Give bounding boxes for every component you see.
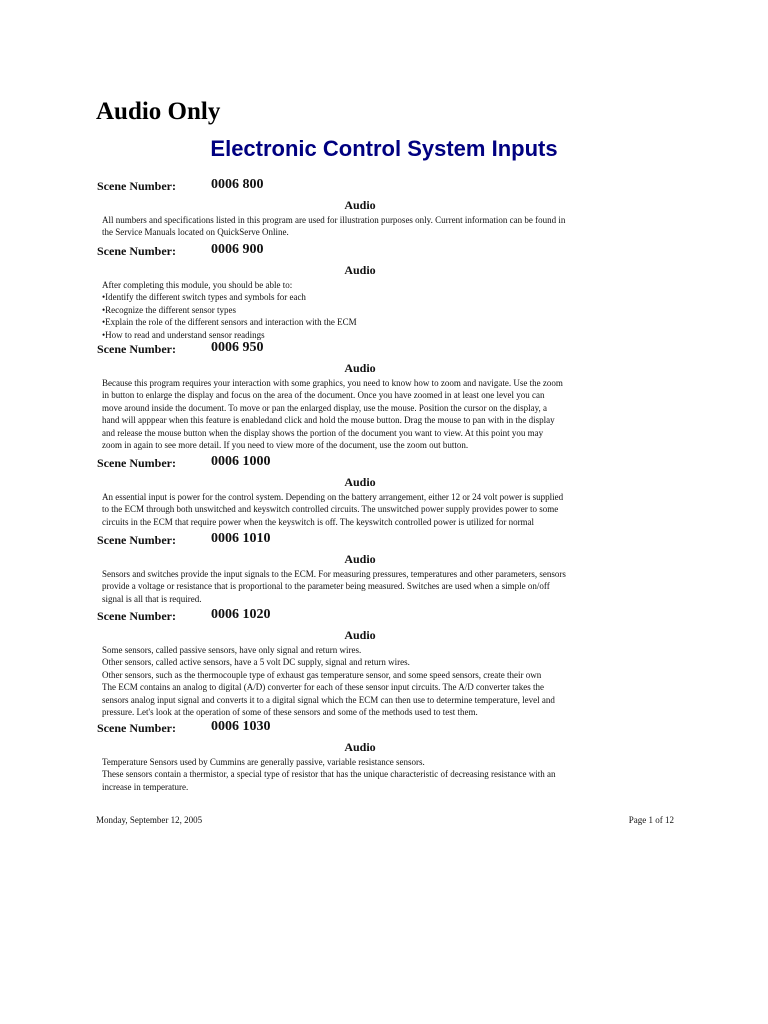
audio-paragraph: Some sensors, called passive sensors, have only signal and return wires. [102, 645, 362, 655]
scene-block [96, 454, 624, 528]
audio-paragraph: Sensors and switches provide the input signals to the ECM. For measuring pressures, temperatures and other parameters, sensors provide a voltage or resistance that is proportional to the parameter being measured. Switches are used when a simple on/off signal is all that is required. [102, 569, 566, 604]
scene-number-value: 0006 800 [211, 177, 264, 192]
scene-header [96, 719, 624, 737]
audio-heading: Audio [344, 263, 376, 277]
list-item: • Identify the different switch types and symbols for each [102, 291, 624, 303]
audio-paragraph: These sensors contain a thermistor, a special type of resistor that has the unique characteristic of decreasing resistance with an increase in temperature. [102, 769, 556, 792]
scene-number-label: Scene Number: [97, 456, 176, 470]
page-number: Page 1 of 12 [628, 815, 674, 825]
scene-number-value: 0006 1000 [211, 454, 271, 469]
list-item: • Explain the role of the different sensors and interaction with the ECM [102, 316, 624, 328]
scene-block [96, 242, 624, 341]
scene-block [96, 177, 624, 239]
scene-number-value: 0006 1030 [211, 719, 271, 734]
scene-number-value: 0006 900 [211, 242, 264, 257]
scene-number-label: Scene Number: [97, 244, 176, 258]
audio-text [96, 377, 624, 451]
audio-paragraph: Other sensors, called active sensors, have a 5 volt DC supply, signal and return wires. [102, 657, 410, 668]
scene-number-label: Scene Number: [97, 533, 176, 547]
scene-number-label: Scene Number: [97, 342, 176, 356]
scene-number-label: Scene Number: [97, 179, 176, 193]
page-subtitle: Electronic Control System Inputs [210, 136, 558, 161]
audio-paragraph: All numbers and specifications listed in this program are used for illustration purposes only. Current information can be found in the Service Manuals located on QuickServe Online. [102, 215, 566, 238]
list-item: • Recognize the different sensor types [102, 304, 624, 316]
audio-paragraph: The ECM contains an analog to digital (A/D) converter for each of these sensor input circuits. The A/D converter takes the sensors analog input signal and converts it to a digital signal which the ECM can then use to determine temperature, level and pressure. Let's look at the operation of some of these sensors and some of the methods used to test them. [102, 682, 555, 718]
list-item: • How to read and understand sensor readings [102, 329, 624, 341]
footer-date: Monday, September 12, 2005 [96, 815, 203, 825]
scene-block [96, 607, 624, 718]
audio-heading: Audio [344, 198, 376, 212]
page-title: Audio Only [96, 98, 221, 125]
audio-text [96, 568, 624, 605]
scene-header [96, 454, 624, 472]
scene-block [96, 531, 624, 605]
audio-text [96, 214, 624, 239]
audio-intro: After completing this module, you should be able to: [102, 280, 293, 290]
audio-paragraph: An essential input is power for the control system. Depending on the battery arrangement, either 12 or 24 volt power is supplied to the ECM through both unswitched and keyswitch controlled circuits. The unswitched power supply provides power to some circuits in the ECM that require power when the keyswitch is off. The keyswitch controlled power is utilized for normal [102, 492, 564, 527]
scene-number-label: Scene Number: [97, 721, 176, 735]
audio-heading: Audio [344, 361, 376, 375]
audio-text [96, 279, 624, 341]
audio-heading: Audio [344, 475, 376, 489]
audio-heading: Audio [344, 740, 376, 754]
audio-paragraph: Because this program requires your interaction with some graphics, you need to know how to zoom and navigate. Use the zoom in button to enlarge the display and focus on the area of the document. Once you have zoomed in at least one level you can move around inside the document. To move or pan the enlarged display, use the mouse. Position the cursor on the display, a hand will apppear when this feature is enabledand click and hold the mouse button. Drag the mouse to pan with in the display and release the mouse button when the display shows the portion of the document you want to view. At this point you may zoom in again to see more detail. If you need to view more of the document, use the zoom out button. [102, 378, 563, 451]
scene-number-value: 0006 1020 [211, 607, 271, 622]
scene-number-value: 0006 1010 [211, 531, 271, 546]
scene-header [96, 531, 624, 549]
audio-text [96, 756, 624, 793]
scene-block [96, 719, 624, 793]
audio-text [96, 644, 624, 718]
scene-number-label: Scene Number: [97, 609, 176, 623]
audio-paragraph: Temperature Sensors used by Cummins are generally passive, variable resistance sensors. [102, 757, 425, 767]
audio-heading: Audio [344, 628, 376, 642]
scene-header [96, 340, 624, 358]
audio-heading: Audio [344, 552, 376, 566]
scene-block [96, 340, 624, 451]
scene-header [96, 177, 624, 195]
audio-text [96, 491, 624, 528]
audio-paragraph: Other sensors, such as the thermocouple type of exhaust gas temperature sensor, and some speed sensors, create their own [102, 669, 542, 680]
scene-header [96, 607, 624, 625]
scene-header [96, 242, 624, 260]
objectives-list [102, 291, 624, 341]
scene-number-value: 0006 950 [211, 340, 264, 355]
